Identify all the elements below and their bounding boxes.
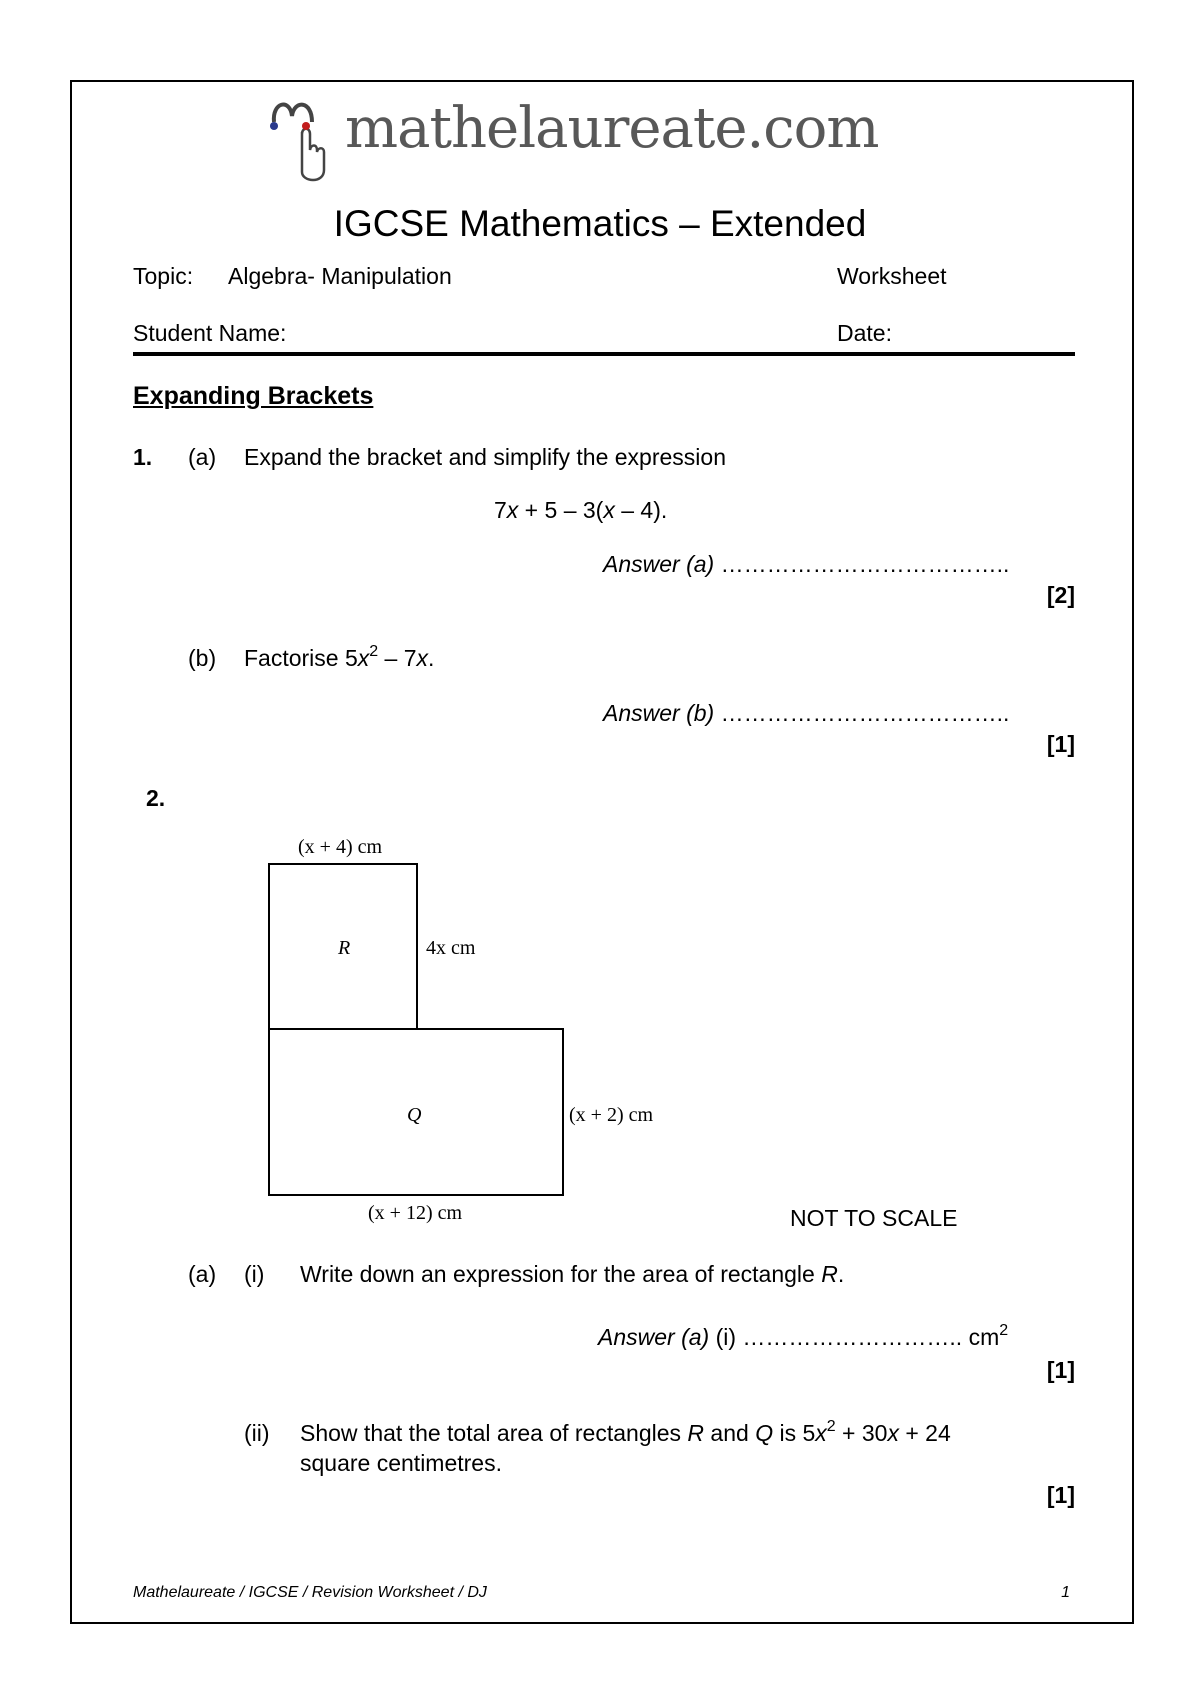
topic-value: Algebra- Manipulation <box>228 263 452 289</box>
q1b-answer-line: Answer (b) ……………………………….. <box>603 700 1010 726</box>
q1b-label: (b) <box>188 645 217 671</box>
q2a-label: (a) <box>188 1261 217 1287</box>
q2ai-marks: [1] <box>1046 1357 1075 1383</box>
footer-text: Mathelaureate / IGCSE / Revision Worksheet / DJ <box>133 1584 487 1601</box>
page-number: 1 <box>1061 1584 1070 1601</box>
not-to-scale-note: NOT TO SCALE <box>790 1205 958 1231</box>
q1b-marks: [1] <box>1046 731 1075 757</box>
q2aii-text: Show that the total area of rectangles R and Q is $5x^2 + 30x + 24$ <box>300 1418 951 1446</box>
q1a-marks: [2] <box>1046 582 1075 608</box>
q1a-text: Expand the bracket and simplify the expression <box>244 444 726 470</box>
q2ai-label: (i) <box>244 1261 265 1287</box>
q1a-expression: 7x + 5 – 3(x – 4). <box>494 497 668 523</box>
student-name-label: Student Name: <box>133 320 287 346</box>
q1a-answer-line: Answer (a) ……………………………….. <box>603 551 1010 577</box>
q2-number: 2. <box>146 785 166 811</box>
q2ai-text: Write down an expression for the area of rectangle R. <box>300 1261 845 1287</box>
logo-text: mathelaureate.com <box>345 96 879 161</box>
q2aii-label: (ii) <box>244 1420 270 1446</box>
q-label: Q <box>407 1104 422 1126</box>
q2aii-text-line2: square centimetres. <box>300 1450 502 1476</box>
r-side-label: 4x cm <box>426 937 476 959</box>
date-label: Date: <box>837 320 892 346</box>
q1-number: 1. <box>133 444 153 470</box>
r-label: R <box>338 937 351 959</box>
worksheet-title: IGCSE Mathematics – Extended <box>333 203 867 244</box>
q2ai-answer-line: Answer (a) (i) ……………………….. $cm^2$ <box>598 1322 1009 1350</box>
q1b-text: Factorise $5x^2 - 7x$. <box>244 643 435 671</box>
r-top-label: (x + 4) cm <box>298 836 383 858</box>
q1a-label: (a) <box>188 444 217 470</box>
q-bottom-label: (x + 12) cm <box>368 1202 463 1224</box>
q-side-label: (x + 2) cm <box>569 1104 654 1126</box>
q2aii-marks: [1] <box>1046 1482 1075 1508</box>
section-heading: Expanding Brackets <box>133 382 374 410</box>
topic-label: Topic: <box>133 263 194 289</box>
worksheet-type: Worksheet <box>837 263 947 289</box>
